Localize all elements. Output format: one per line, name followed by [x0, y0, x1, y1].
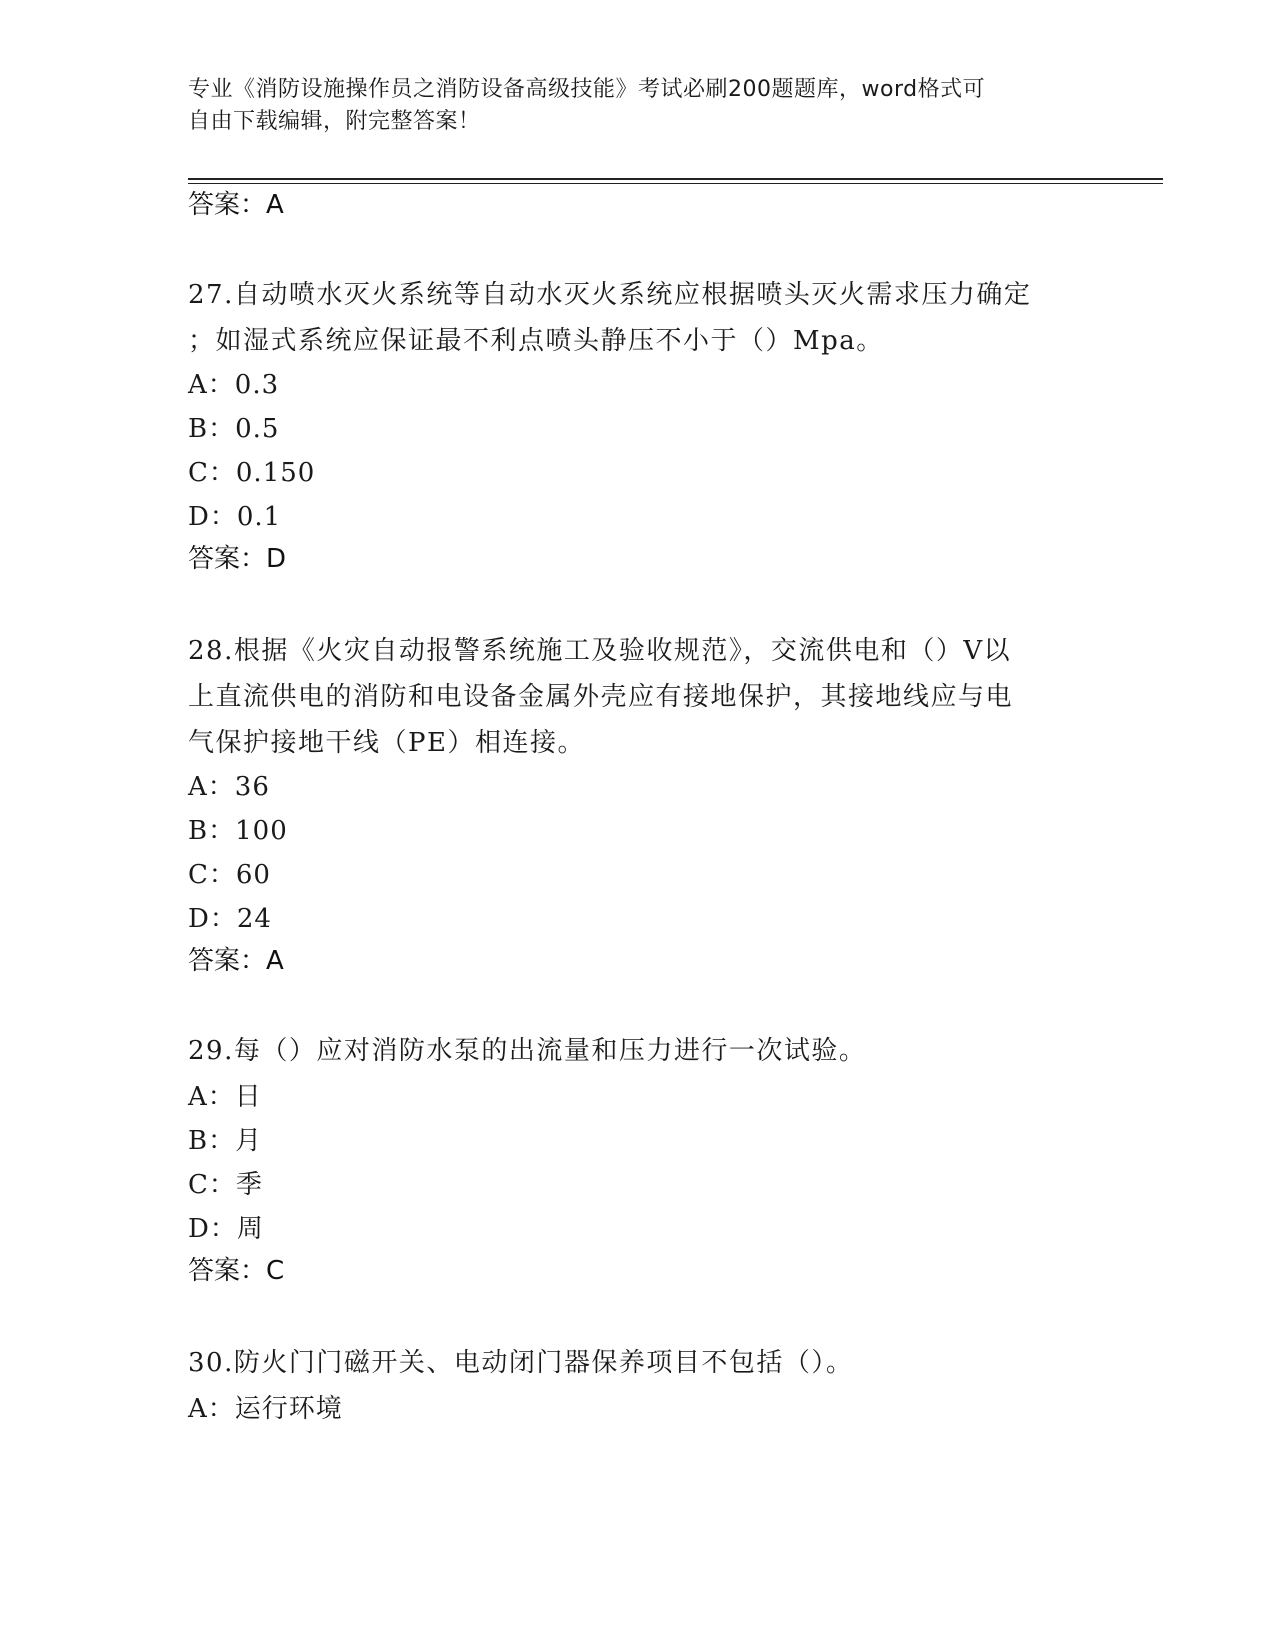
previous-answer: 答案：A	[188, 190, 284, 220]
header-line-1: 专业《消防设施操作员之消防设备高级技能》考试必刷200题题库，word格式可	[188, 77, 986, 102]
question-line: 27.自动喷水灭火系统等自动水灭火系统应根据喷头灭火需求压力确定	[188, 280, 1032, 310]
option-b: B：0.5	[188, 414, 280, 444]
question-line: 29.每（）应对消防水泵的出流量和压力进行一次试验。	[188, 1036, 867, 1066]
question-27	[188, 272, 1088, 364]
question-30	[188, 1340, 1088, 1386]
option-d: D：0.1	[188, 502, 282, 532]
question-29	[188, 1028, 1088, 1074]
answer-28: 答案：A	[188, 946, 284, 976]
option-a: A：运行环境	[188, 1394, 343, 1424]
option-c: C：60	[188, 860, 271, 890]
question-28	[188, 628, 1088, 766]
question-line: 28.根据《火灾自动报警系统施工及验收规范》，交流供电和（）V以	[188, 636, 1012, 666]
option-d: D：24	[188, 904, 272, 934]
option-c: C：季	[188, 1170, 263, 1200]
header-line-2: 自由下载编辑，附完整答案！	[188, 109, 481, 134]
document-header	[188, 74, 1078, 138]
option-a: A：日	[188, 1082, 262, 1112]
option-d: D：周	[188, 1214, 264, 1244]
question-line: 上直流供电的消防和电设备金属外壳应有接地保护，其接地线应与电	[188, 682, 1014, 712]
question-line: 30.防火门门磁开关、电动闭门器保养项目不包括（）。	[188, 1348, 854, 1378]
question-line: 气保护接地干线（PE）相连接。	[188, 728, 585, 758]
option-b: B：月	[188, 1126, 263, 1156]
option-a: A：36	[188, 772, 270, 802]
option-b: B：100	[188, 816, 288, 846]
question-line: ；如湿式系统应保证最不利点喷头静压不小于（）Mpa。	[188, 326, 884, 356]
answer-27: 答案：D	[188, 544, 287, 574]
header-divider-thick	[188, 178, 1163, 180]
option-c: C：0.150	[188, 458, 316, 488]
answer-29: 答案：C	[188, 1256, 285, 1286]
header-divider-thin	[188, 183, 1163, 184]
option-a: A：0.3	[188, 370, 280, 400]
